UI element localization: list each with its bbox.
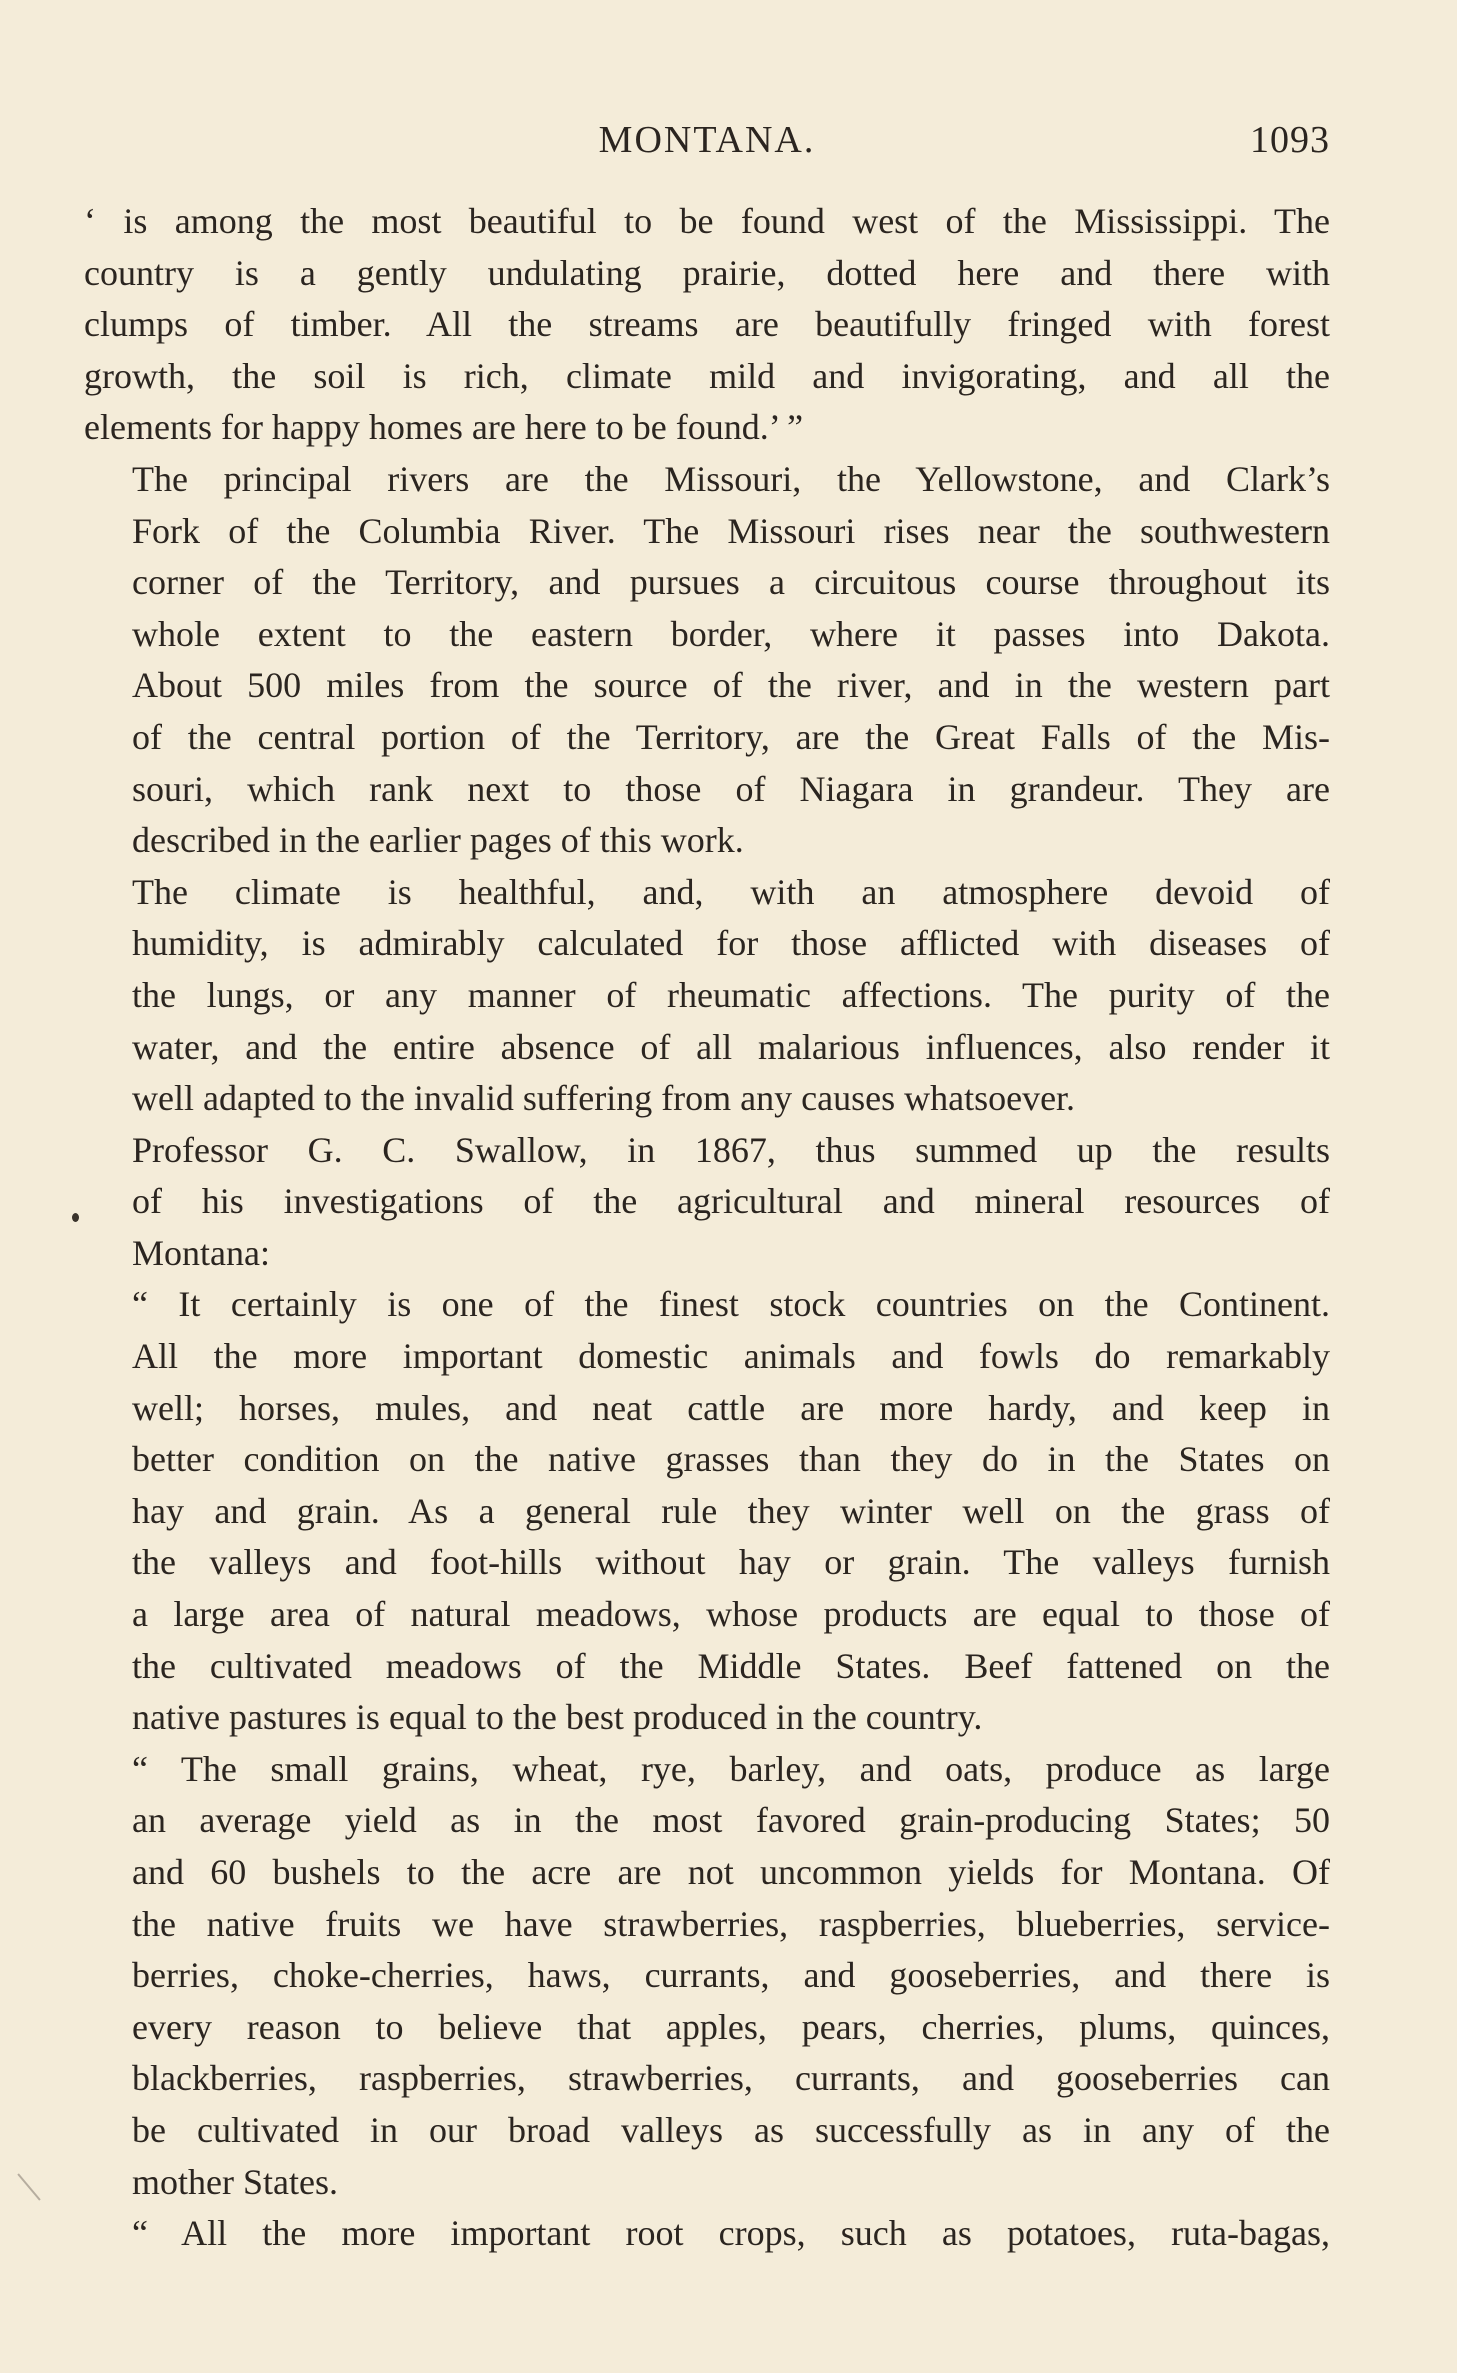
text-line: Professor G. C. Swallow, in 1867, thus summed up the results — [132, 1129, 1330, 1170]
text-line: ‘ is among the most beautiful to be found west of the Mississippi. The — [84, 201, 1330, 241]
paragraph — [84, 1125, 1330, 1280]
text-line: mother States. — [132, 2161, 338, 2202]
ink-speck — [72, 1213, 79, 1222]
paragraph — [84, 1279, 1330, 1743]
paragraph — [84, 2208, 1330, 2260]
text-line: The principal rivers are the Missouri, the Yellowstone, and Clark’s — [132, 458, 1330, 499]
text-line: The climate is healthful, and, with an atmosphere devoid of — [132, 871, 1330, 912]
body-text — [84, 196, 1330, 2260]
text-line: elements for happy homes are here to be found.’ ” — [84, 407, 804, 448]
text-line: an average yield as in the most favored grain-producing States; 50 — [132, 1800, 1330, 1841]
text-line: native pastures is equal to the best produced in the country. — [132, 1697, 983, 1738]
text-line: well adapted to the invalid suffering from any causes whatsoever. — [132, 1078, 1076, 1119]
page-title: MONTANA. — [598, 119, 816, 161]
text-line: blackberries, raspberries, strawberries, currants, and gooseberries can — [132, 2058, 1330, 2099]
text-line: well; horses, mules, and neat cattle are more hardy, and keep in — [132, 1387, 1330, 1428]
text-line: whole extent to the eastern border, where it passes into Dakota. — [132, 613, 1330, 654]
text-line: About 500 miles from the source of the river, and in the western part — [132, 665, 1330, 706]
text-line: the valleys and foot-hills without hay or grain. The valleys furnish — [132, 1542, 1330, 1583]
text-line: souri, which rank next to those of Niagara in grandeur. They are — [132, 768, 1330, 809]
text-line: and 60 bushels to the acre are not uncommon yields for Montana. Of — [132, 1852, 1330, 1892]
text-line: humidity, is admirably calculated for those afflicted with diseases of — [132, 923, 1330, 964]
text-line: better condition on the native grasses than they do in the States on — [132, 1439, 1330, 1480]
text-line: clumps of timber. All the streams are beautifully fringed with forest — [84, 304, 1330, 345]
page-number: 1093 — [1250, 119, 1330, 161]
text-line: a large area of natural meadows, whose products are equal to those of — [132, 1594, 1330, 1635]
paragraph — [84, 1744, 1330, 2208]
text-line: berries, choke-cherries, haws, currants, and gooseberries, and there is — [132, 1955, 1330, 1996]
text-line: every reason to believe that apples, pears, cherries, plums, quinces, — [132, 2006, 1330, 2047]
paragraph — [84, 196, 1330, 454]
text-line: the cultivated meadows of the Middle States. Beef fattened on the — [132, 1645, 1330, 1686]
text-line: Fork of the Columbia River. The Missouri rises near the southwestern — [132, 510, 1330, 551]
text-line: All the more important domestic animals and fowls do remarkably — [132, 1336, 1330, 1377]
text-line: the lungs, or any manner of rheumatic affections. The purity of the — [132, 974, 1330, 1015]
text-line: corner of the Territory, and pursues a circuitous course throughout its — [132, 562, 1330, 603]
text-line: of the central portion of the Territory, are the Great Falls of the Mis- — [132, 716, 1330, 757]
text-line: growth, the soil is rich, climate mild and invigorating, and all the — [84, 355, 1330, 396]
running-header — [84, 118, 1330, 162]
text-line: hay and grain. As a general rule they winter well on the grass of — [132, 1490, 1330, 1531]
text-line: “ The small grains, wheat, rye, barley, and oats, produce as large — [132, 1748, 1330, 1789]
text-line: country is a gently undulating prairie, dotted here and there with — [84, 252, 1330, 293]
paragraph — [84, 867, 1330, 1125]
text-line: “ It certainly is one of the finest stock countries on the Continent. — [132, 1284, 1330, 1325]
text-line: the native fruits we have strawberries, raspberries, blueberries, service- — [132, 1903, 1330, 1944]
paragraph — [84, 454, 1330, 867]
margin-pencil-mark — [17, 2173, 40, 2200]
text-line: Montana: — [132, 1232, 270, 1273]
text-line: described in the earlier pages of this work. — [132, 820, 744, 861]
text-line: of his investigations of the agricultural and mineral resources of — [132, 1181, 1330, 1222]
text-line: water, and the entire absence of all malarious influences, also render it — [132, 1026, 1330, 1067]
text-line: “ All the more important root crops, such as potatoes, ruta-bagas, — [132, 2213, 1330, 2254]
text-line: be cultivated in our broad valleys as successfully as in any of the — [132, 2109, 1330, 2150]
